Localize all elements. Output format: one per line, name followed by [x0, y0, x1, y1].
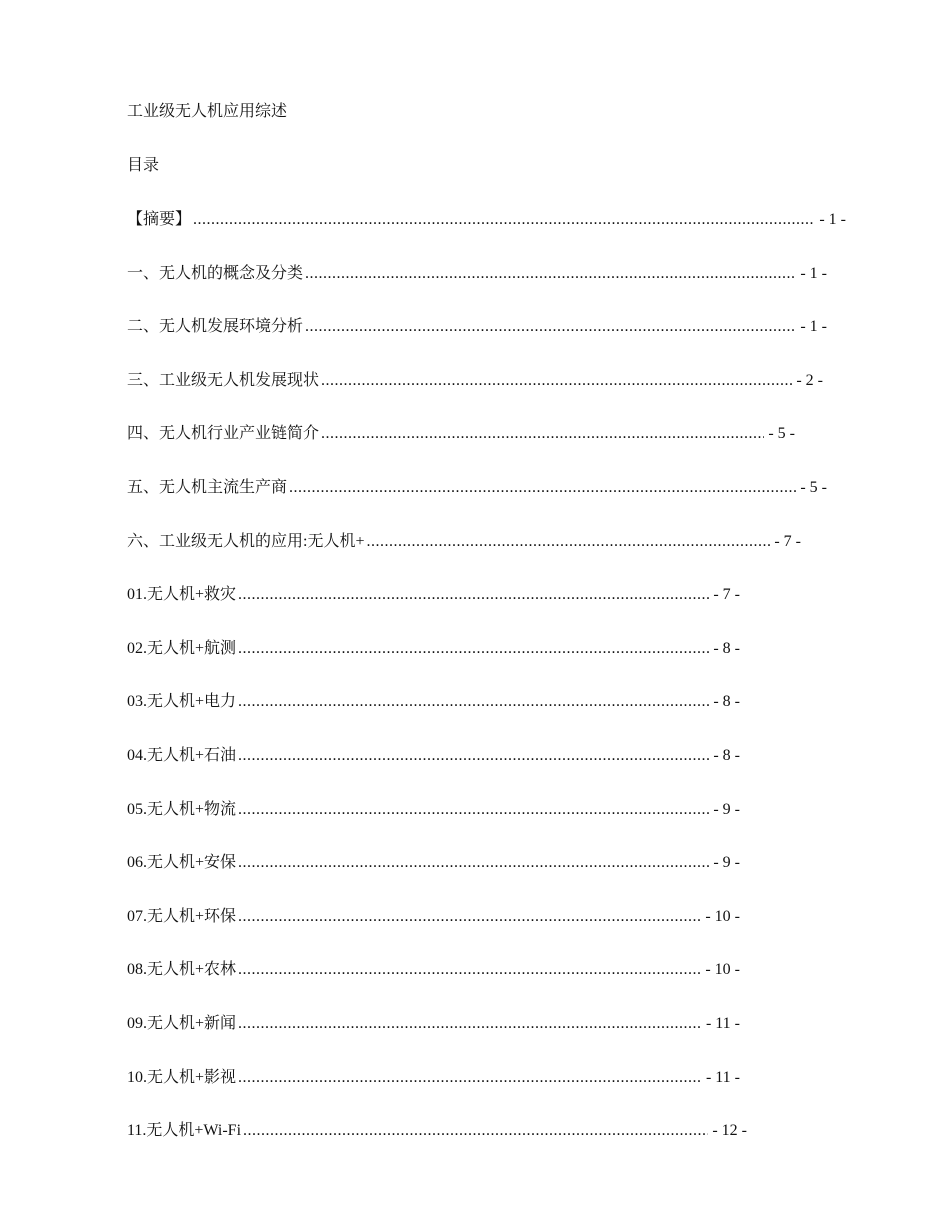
toc-entry-sub-07[interactable] [127, 905, 740, 929]
toc-entry-section-3[interactable] [127, 369, 823, 393]
toc-entry-page: - 9 - [713, 801, 740, 818]
toc-entry-page: - 9 - [713, 854, 740, 871]
toc-entry-page: - 7 - [774, 533, 801, 550]
toc-leader-dots [238, 798, 709, 822]
toc-entry-label: 03.无人机+电力 [127, 693, 237, 710]
toc-leader-dots [289, 476, 796, 500]
toc-entry-sub-06[interactable] [127, 851, 740, 875]
toc-entry-section-4[interactable] [127, 422, 795, 446]
toc-entry-label: 三、工业级无人机发展现状 [127, 372, 320, 389]
toc-entry-sub-08[interactable] [127, 958, 740, 982]
toc-entry-sub-11[interactable] [127, 1119, 747, 1143]
toc-entry-section-5[interactable] [127, 476, 827, 500]
toc-leader-dots [238, 583, 709, 607]
toc-entry-label: 04.无人机+石油 [127, 747, 237, 764]
toc-entry-label: 二、无人机发展环境分析 [127, 318, 304, 335]
document-title: 工业级无人机应用综述 [127, 103, 288, 120]
toc-entry-label: 09.无人机+新闻 [127, 1015, 237, 1032]
toc-entry-section-1[interactable] [127, 262, 827, 286]
toc-leader-dots [243, 1119, 708, 1143]
toc-entry-page: - 12 - [712, 1122, 747, 1139]
toc-entry-label: 05.无人机+物流 [127, 801, 237, 818]
toc-leader-dots [238, 1012, 702, 1036]
toc-entry-label: 一、无人机的概念及分类 [127, 265, 304, 282]
toc-entry-page: - 8 - [713, 640, 740, 657]
toc-leader-dots [238, 744, 709, 768]
toc-entry-label: 10.无人机+影视 [127, 1069, 237, 1086]
toc-leader-dots [238, 637, 709, 661]
toc-entry-page: - 5 - [800, 479, 827, 496]
toc-entry-label: 五、无人机主流生产商 [127, 479, 288, 496]
toc-entry-label: 08.无人机+农林 [127, 961, 237, 978]
toc-entry-label: 【摘要】 [127, 211, 192, 228]
toc-entry-sub-02[interactable] [127, 637, 740, 661]
toc-entry-page: - 8 - [713, 747, 740, 764]
toc-leader-dots [193, 208, 815, 232]
toc-entry-page: - 10 - [705, 908, 740, 925]
toc-entry-page: - 1 - [800, 318, 827, 335]
toc-entry-page: - 8 - [713, 693, 740, 710]
toc-leader-dots [238, 958, 701, 982]
toc-leader-dots [238, 1066, 702, 1090]
toc-heading: 目录 [127, 157, 160, 174]
toc-entry-page: - 1 - [800, 265, 827, 282]
toc-entry-page: - 10 - [705, 961, 740, 978]
toc-entry-label: 02.无人机+航测 [127, 640, 237, 657]
toc-leader-dots [321, 422, 764, 446]
toc-entry-sub-01[interactable] [127, 583, 740, 607]
toc-leader-dots [321, 369, 792, 393]
toc-entry-sub-10[interactable] [127, 1066, 740, 1090]
toc-leader-dots [238, 905, 701, 929]
toc-leader-dots [238, 690, 709, 714]
toc-entry-page: - 11 - [705, 1015, 740, 1032]
toc-leader-dots [305, 262, 796, 286]
toc-entry-abstract[interactable] [127, 208, 846, 232]
toc-leader-dots [238, 851, 709, 875]
toc-entry-page: - 2 - [796, 372, 823, 389]
toc-entry-label: 六、工业级无人机的应用:无人机+ [127, 533, 365, 550]
toc-entry-label: 四、无人机行业产业链简介 [127, 425, 320, 442]
toc-entry-sub-09[interactable] [127, 1012, 740, 1036]
toc-leader-dots [366, 530, 770, 554]
toc-entry-page: - 1 - [819, 211, 846, 228]
toc-entry-label: 11.无人机+Wi-Fi [127, 1122, 242, 1139]
toc-entry-sub-05[interactable] [127, 798, 740, 822]
toc-entry-label: 01.无人机+救灾 [127, 586, 237, 603]
toc-entry-sub-03[interactable] [127, 690, 740, 714]
toc-entry-sub-04[interactable] [127, 744, 740, 768]
toc-leader-dots [305, 315, 796, 339]
toc-entry-page: - 11 - [705, 1069, 740, 1086]
toc-entry-label: 06.无人机+安保 [127, 854, 237, 871]
toc-entry-page: - 5 - [768, 425, 795, 442]
toc-entry-section-6[interactable] [127, 530, 801, 554]
toc-entry-page: - 7 - [713, 586, 740, 603]
toc-entry-section-2[interactable] [127, 315, 827, 339]
toc-entry-label: 07.无人机+环保 [127, 908, 237, 925]
